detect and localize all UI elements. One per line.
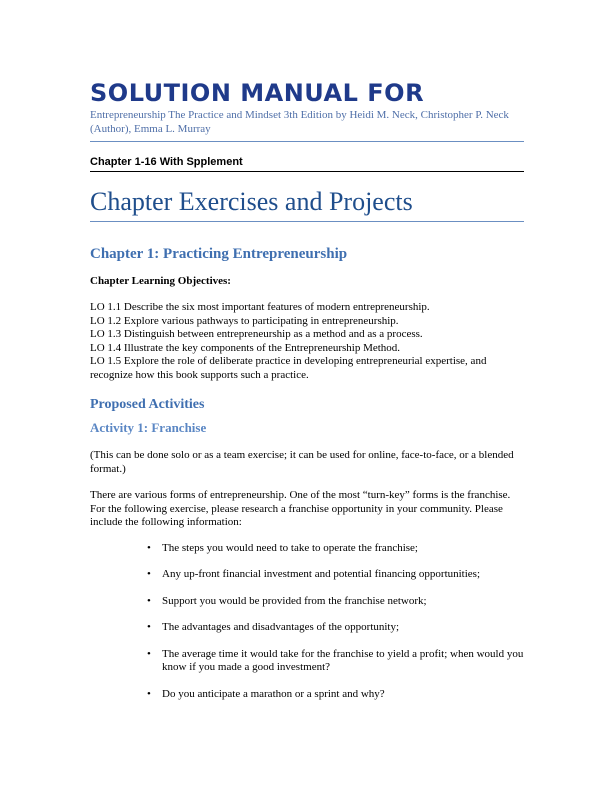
list-item-text: Any up-front financial investment and potential financing opportunities; bbox=[162, 568, 481, 580]
title-divider bbox=[90, 221, 524, 222]
activity-note: (This can be done solo or as a team exercise; it can be used for online, face-to-face, or a blended format.) bbox=[90, 449, 514, 475]
learning-objective: LO 1.2 Explore various pathways to participating in entrepreneurship. bbox=[90, 314, 399, 327]
list-item-text: The average time it would take for the franchise to yield a profit; when would you know if you made a good investment? bbox=[162, 647, 524, 673]
list-item bbox=[147, 542, 524, 556]
learning-objective: LO 1.1 Describe the six most important features of modern entrepreneurship. bbox=[90, 301, 430, 313]
learning-objective: LO 1.5 Explore the role of deliberate practice in developing entrepreneurial expertise, and recognize how this book supports such a practice. bbox=[90, 355, 487, 381]
activity-intro: There are various forms of entrepreneurship. One of the most “turn-key” forms is the franchise. For the following exercise, please research a franchise opportunity in your community. Please include the following information: bbox=[90, 489, 511, 528]
chapter-range-divider bbox=[90, 171, 524, 172]
list-item bbox=[147, 621, 524, 635]
book-subtitle: Entrepreneurship The Practice and Mindset 3th Edition by Heidi M. Neck, Christopher P. Neck (Author), Emma L. Murray bbox=[90, 109, 509, 135]
learning-objective: LO 1.4 Illustrate the key components of the Entrepreneurship Method. bbox=[90, 341, 401, 354]
bullet-icon: • bbox=[147, 568, 151, 580]
chapter-range: Chapter 1-16 With Spplement bbox=[90, 156, 243, 168]
list-item-text: The advantages and disadvantages of the opportunity; bbox=[162, 621, 400, 633]
bullet-icon: • bbox=[147, 687, 151, 700]
activities-heading: Proposed Activities bbox=[90, 397, 205, 412]
requirements-list bbox=[90, 542, 524, 702]
list-item bbox=[147, 688, 524, 702]
chapter-heading: Chapter 1: Practicing Entrepreneurship bbox=[90, 246, 348, 262]
list-item bbox=[147, 595, 524, 609]
bullet-icon: • bbox=[147, 621, 151, 633]
learning-objectives bbox=[90, 301, 524, 382]
list-item-text: Do you anticipate a marathon or a sprint and why? bbox=[162, 687, 385, 700]
list-item bbox=[147, 648, 524, 675]
list-item-text: The steps you would need to take to operate the franchise; bbox=[162, 541, 418, 554]
bullet-icon: • bbox=[147, 594, 151, 607]
list-item-text: Support you would be provided from the franchise network; bbox=[162, 594, 427, 607]
list-item bbox=[147, 568, 524, 582]
bullet-icon: • bbox=[147, 541, 151, 554]
activity-title: Activity 1: Franchise bbox=[90, 420, 207, 435]
subtitle-divider bbox=[90, 141, 524, 142]
learning-objective: LO 1.3 Distinguish between entrepreneurship as a method and as a process. bbox=[90, 328, 423, 340]
banner-title: SOLUTION MANUAL FOR bbox=[90, 79, 425, 107]
document-page bbox=[90, 80, 524, 714]
objectives-heading: Chapter Learning Objectives: bbox=[90, 275, 231, 287]
bullet-icon: • bbox=[147, 647, 151, 660]
page-title: Chapter Exercises and Projects bbox=[90, 187, 413, 216]
